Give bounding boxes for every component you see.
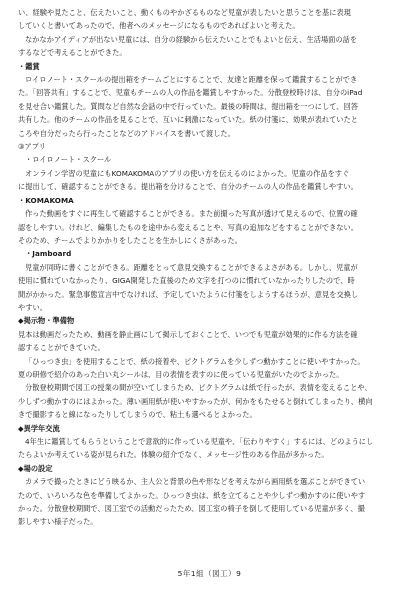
text-line: かった。分散登校期間で、図工室での活動だったため、図工室の椅子を倒して使用している児童が多く、撮 — [18, 504, 365, 514]
text-line: 共有した。他のチームの作品を見ることで、互いに刺激になっていた。紙の付箋に、効果が表れていたと — [18, 115, 359, 125]
text-line: 影しやすい様子だった。 — [18, 517, 98, 527]
text-line: カメラで撮ったときにどう映るか、主人公と背景の色や形などを考えながら画用紙を選ぶことができてい — [25, 477, 366, 487]
section-heading: ・Jamboard — [25, 249, 72, 259]
text-line: 使用に慣れていなかったり、GIGA開発した直後のため文字を打つのに慣れていなかったりしたので、時 — [18, 276, 355, 286]
text-line: 作った動画をすぐに再生して確認することができる。また前撮った写真が透けて見えるので、位置の確 — [25, 209, 358, 219]
text-line: するなどで考えることができた。 — [18, 48, 127, 58]
text-line: 分散登校期間で図工の授業の間が空いてしまうため、ピクトグラムは紙で行ったが、表情を変えることや、 — [25, 383, 372, 393]
text-line: オンライン学習の児童にもKOMAKOMAのアプリの使い方を伝えるのによかった。児童の作品をすぐ — [25, 168, 350, 178]
text-line: を見せ合い鑑賞した。質問など自然な会話の中で行っていた。最後の時間は、提出箱を一つにして、回答 — [18, 101, 359, 111]
text-line: 「ひっつき虫」を使用することで、紙の接着や、ピクトグラムを少しずつ動かすことに使いやすかった。 — [25, 356, 365, 366]
section-heading: ◆掲示物・準備物 — [18, 316, 75, 326]
text-line: 見本は動画だったため、動画を静止画にして掲示しておくことで、いつでも児童が効果的に作る方法を確 — [18, 329, 358, 339]
text-line: 間がかかった。緊急事態宣言中でなければ、予定していたように付箋をしようするほうが、意見を交換し — [18, 289, 359, 299]
text-line: 児童が同時に書くことができる。距離をとって意見交換することができるよさがある。しかし、児童が — [25, 262, 358, 272]
section-heading: ◆場の設定 — [18, 463, 53, 473]
text-line: 認をしやすい。けれど、編集したものを途中から変えることや、写真の追加などをすることができない。 — [18, 222, 359, 232]
text-line: た。「回答共有」することで、児童もチームの人の作品を鑑賞しやすかった。分散登校時けは、自分のiPad — [18, 88, 363, 98]
text-line: ころや自分だったら行ったことなどのアドバイスを書いて渡した。 — [18, 128, 235, 138]
text-line: 認することができていた。 — [18, 343, 105, 353]
text-line: 4年生に鑑賞してもらうということで意欲的に作っている児童や、「伝わりやすく」するには、どのようにし — [25, 437, 374, 446]
section-heading: ・鑑賞 — [18, 61, 40, 71]
text-line: たらよいか考えている姿が見られた。体験の紹介でなく、メッセージ性のある作品が多かった。 — [18, 450, 329, 460]
text-line: たので、いろいろな色を準備してよかった。ひっつき虫は、紙を立てることや少しずつ動かすのに使いやす — [18, 490, 366, 500]
report-body — [18, 6, 402, 529]
page-footer: 5年1組（図工）9 — [177, 569, 242, 578]
text-line: 少しずつ動かすのにはよかった。薄い画用紙が使いやすかったが、何かをもたせると倒れてしまったり、横向 — [18, 396, 373, 406]
text-line: い、経験や見たこと、伝えたいこと、動くものやかざるものなど児童が表したいと思うことを基に表現 — [18, 8, 351, 17]
text-line: していくと書いてあったので、他者へのメッセージになるものであればよいと考えた。 — [18, 21, 300, 31]
text-line: ③アプリ — [18, 142, 46, 152]
text-line: きで撮影すると線になったりしてしまうので、粘土も選べるとよかった。 — [18, 410, 257, 420]
text-line: そのため、チームでよりかかりをしたことを生かしにくさがあった。 — [18, 235, 243, 245]
text-line: ロイロノート・スクールの提出箱をチームごとにすることで、友達と距離を保って鑑賞することができ — [25, 75, 358, 85]
text-line: ・ロイロノート・スクール — [25, 155, 112, 165]
section-heading: ・KOMAKOMA — [18, 195, 74, 205]
text-line: やすい。 — [18, 302, 47, 312]
text-line: 夏の研修で紹介のあった白い丸シールは、目の表情を表すのに使っている児童がいたのでよかった。 — [18, 369, 344, 379]
text-line: なかなかアイディアが出ない児童には、自分の経験から伝えたいことでもよいと伝え、生活場面の話を — [25, 34, 358, 44]
text-line: に提出して、確認することができる。提出箱を分けることで、自分のチームの人の作品を鑑賞しやすい。 — [18, 182, 358, 192]
section-heading: ◆異学年交流 — [18, 423, 60, 433]
